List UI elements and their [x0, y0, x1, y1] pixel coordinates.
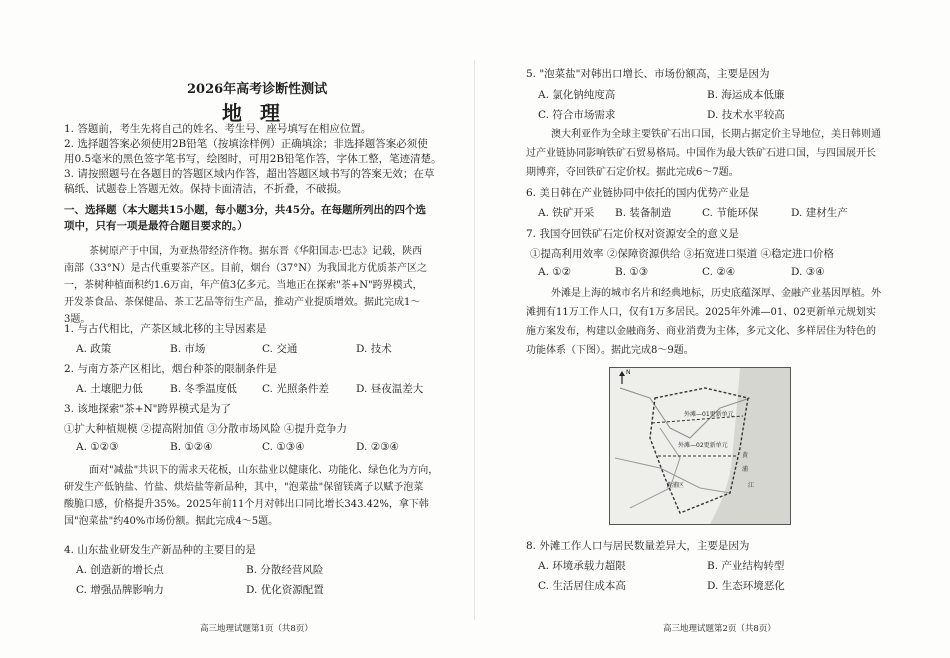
question-7-items: ①提高利用效率 ②保障资源供给 ③拓宽进口渠道 ④稳定进口价格 [530, 248, 835, 260]
passage-line: 一，茶树种植面积约1.6万亩，年产值3亿多元。当地正在探索"茶+N"跨界模式， [64, 280, 423, 291]
option-b: B. 市场 [170, 343, 206, 355]
question-1-stem: 1. 与古代相比，产茶区域北移的主导因素是 [64, 323, 267, 335]
option-a: A. 政策 [76, 343, 112, 355]
option-d: D. 昼夜温差大 [356, 383, 424, 395]
passage-line: 南部（33°N）是古代重要茶产区。目前，烟台（37°N）为我国北方优质茶产区之 [64, 263, 427, 274]
passage-line: 期博弈，夺回铁矿石定价权。据此完成6～7题。 [526, 167, 739, 178]
unit-02-label: 外滩—02更新单元 [678, 442, 728, 449]
option-b: B. 海运成本低廉 [707, 89, 785, 101]
question-8-stem: 8. 外滩工作人口与居民数量差异大，主要是因为 [526, 540, 750, 552]
option-c: C. ①③④ [262, 441, 305, 453]
option-a: A. 氯化钠纯度高 [538, 89, 616, 101]
passage-line: 滩拥有11万工作人口，仅有1万多居民。2025年外滩—01、02更新单元规划实 [526, 307, 876, 318]
option-c: C. 符合市场需求 [538, 109, 616, 121]
passage-line: 功能体系（下图）。据此完成8～9题。 [526, 345, 694, 356]
option-a: A. 铁矿开采 [538, 207, 595, 219]
option-d: D. 技术水平较高 [707, 109, 785, 121]
option-a: A. 土壤肥力低 [76, 383, 143, 395]
question-2-stem: 2. 与南方茶产区相比，烟台种茶的限制条件是 [64, 363, 277, 375]
page-footer: 高三地理试题第1页（共8页） [200, 624, 313, 634]
note-line: 1. 答题前，考生先将自己的姓名、考生号、座号填写在相应位置。 [64, 123, 372, 135]
option-d: D. ③④ [791, 266, 825, 278]
note-line: 稿纸、试题卷上答题无效。保持卡面清洁，不折叠，不破损。 [64, 183, 348, 195]
river-label: 江 [748, 482, 755, 489]
unit-01-label: 外滩—01更新单元 [684, 411, 734, 418]
note-line: 3. 请按照题号在各题目的答题区域内作答，超出答题区域书写的答案无效；在草 [64, 168, 435, 180]
passage-line: 研发生产低钠盐、竹盐、烘焙盐等新品种，其中，"泡菜盐"保留镁离子以赋予泡菜 [64, 482, 424, 493]
passage-line: 澳大利亚作为全球主要铁矿石出口国，长期占据定价主导地位，美日韩则通 [551, 129, 881, 140]
question-3-stem: 3. 该地探索"茶+N"跨界模式是为了 [64, 403, 231, 415]
passage-line: 开发茶食品、茶保健品、茶工艺品等衍生产品，推动产业提质增效。据此完成1～ [64, 297, 421, 308]
passage-line: 酸脆口感，价格提升35%。2025年前11个月对韩出口同比增长343.42%，拿下韩 [64, 499, 429, 510]
page-right [475, 0, 950, 658]
option-b: B. 冬季温度低 [170, 383, 237, 395]
question-4-stem: 4. 山东盐业研发生产新品种的主要目的是 [64, 544, 256, 556]
passage-line: 施方案发布，构建以金融商务、商业消费为主体，多元文化、多样居住为特色的 [526, 326, 876, 337]
subject-title: 地理 [222, 101, 298, 125]
option-c: C. 交通 [262, 343, 298, 355]
option-d: D. 优化资源配置 [246, 584, 324, 596]
exam-title: 2026年高考诊断性测试 [187, 82, 328, 97]
option-a: A. ①②③ [76, 441, 119, 453]
question-3-items: ①扩大种植规模 ②提高附加值 ③分散市场风险 ④提升竞争力 [64, 423, 348, 435]
option-d: D. ②③④ [356, 441, 399, 453]
river-label: 黄 [742, 452, 749, 459]
option-c: C. 增强品牌影响力 [76, 584, 164, 596]
option-b: B. ①②④ [170, 441, 213, 453]
option-a: A. ①② [538, 266, 572, 278]
section-heading: 一、选择题（本大题共15小题，每小题3分，共45分。在每题所列出的四个选 [64, 204, 427, 216]
option-c: C. 光照条件差 [262, 383, 329, 395]
option-c: C. 生活居住成本高 [538, 580, 626, 592]
district-label: 黄浦区 [666, 482, 685, 489]
section-heading: 项中，只有一项是最符合题目要求的。） [64, 220, 248, 232]
river-label: 浦 [742, 466, 749, 473]
page-footer: 高三地理试题第2页（共8页） [663, 624, 776, 634]
option-d: D. 生态环境恶化 [707, 580, 785, 592]
option-d: D. 建材生产 [791, 207, 848, 219]
option-c: C. ②④ [702, 266, 736, 278]
passage-line: 3题。 [64, 314, 91, 325]
note-line: 2. 选择题答案必须使用2B铅笔（按填涂样例）正确填涂；非选择题答案必须使 [64, 138, 428, 150]
option-b: B. 装备制造 [615, 207, 672, 219]
passage-line: 过产业链协同影响铁矿石贸易格局。中国作为最大铁矿石进口国，与四国展开长 [526, 148, 876, 159]
north-label: N [626, 369, 631, 376]
option-c: C. 节能环保 [702, 207, 759, 219]
option-d: D. 技术 [356, 343, 392, 355]
passage-line: 外滩是上海的城市名片和经典地标，历史底蕴深厚、金融产业基因厚植。外 [551, 288, 881, 299]
option-b: B. 产业结构转型 [707, 560, 785, 572]
note-line: 用0.5毫米的黑色签字笔书写，绘图时，可用2B铅笔作答，字体工整，笔迹清楚。 [64, 153, 442, 165]
option-a: A. 环境承载力超限 [538, 560, 626, 572]
bund-map-figure [609, 367, 791, 525]
option-b: B. 分散经营风险 [246, 564, 324, 576]
option-b: B. ①③ [615, 266, 649, 278]
passage-line: 国"泡菜盐"约40%市场份额。据此完成4～5题。 [64, 516, 279, 527]
question-5-stem: 5. "泡菜盐"对韩出口增长、市场份额高，主要是因为 [526, 68, 770, 80]
question-6-stem: 6. 美日韩在产业链协同中依托的国内优势产业是 [526, 187, 750, 199]
passage-line: 茶树原产于中国，为亚热带经济作物。据东晋《华阳国志·巴志》记载，陕西 [89, 246, 423, 257]
option-a: A. 创造新的增长点 [76, 564, 164, 576]
question-7-stem: 7. 我国夺回铁矿石定价权对资源安全的意义是 [526, 228, 739, 240]
passage-line: 面对"减盐"共识下的需求天花板，山东盐业以健康化、功能化、绿色化为方向， [89, 465, 439, 476]
